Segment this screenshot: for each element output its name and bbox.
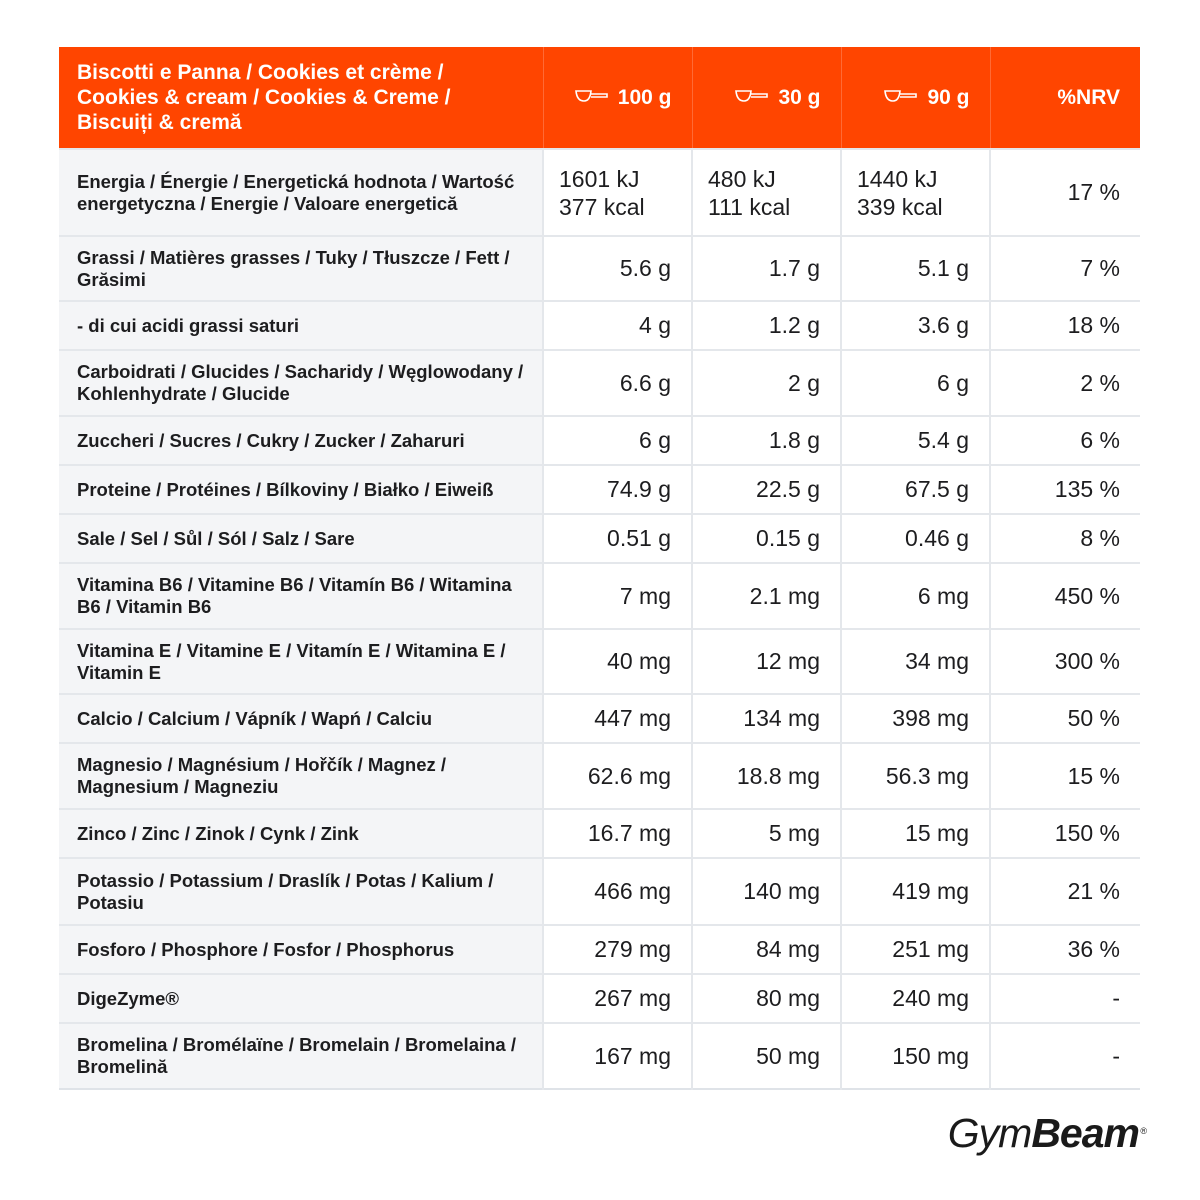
- scoop-icon: [734, 88, 768, 104]
- value-100g: 466 mg: [543, 858, 692, 925]
- value-90g: 5.4 g: [841, 416, 990, 465]
- table-row: [59, 563, 1140, 629]
- value-100g: 4 g: [543, 301, 692, 350]
- value-90g: 15 mg: [841, 809, 990, 858]
- value-nrv: 7 %: [990, 236, 1140, 301]
- value-30g: [692, 149, 841, 236]
- value-90g: 398 mg: [841, 694, 990, 743]
- value-100g: 16.7 mg: [543, 809, 692, 858]
- gymbeam-logo: [947, 1108, 1147, 1158]
- energy-kcal: 377 kcal: [559, 193, 645, 220]
- value-90g: 6 mg: [841, 563, 990, 629]
- value-30g: 1.2 g: [692, 301, 841, 350]
- value-30g: 84 mg: [692, 925, 841, 974]
- nutrient-label: Proteine / Protéines / Bílkoviny / Białko / Eiweiß: [59, 465, 543, 514]
- value-90g: 5.1 g: [841, 236, 990, 301]
- nutrition-table: [59, 47, 1140, 1090]
- table-row: [59, 858, 1140, 925]
- nutrient-label: - di cui acidi grassi saturi: [59, 301, 543, 350]
- column-header-100g: [543, 47, 692, 149]
- table-row: [59, 694, 1140, 743]
- value-90g: 0.46 g: [841, 514, 990, 563]
- table-body: [59, 149, 1140, 1089]
- column-header-30g-label: 30 g: [778, 85, 821, 109]
- value-30g: 50 mg: [692, 1023, 841, 1089]
- value-90g: 240 mg: [841, 974, 990, 1023]
- value-100g: 279 mg: [543, 925, 692, 974]
- value-90g: [841, 149, 990, 236]
- value-nrv: 450 %: [990, 563, 1140, 629]
- value-30g: 140 mg: [692, 858, 841, 925]
- table-row: [59, 809, 1140, 858]
- value-100g: 40 mg: [543, 629, 692, 694]
- value-90g: 150 mg: [841, 1023, 990, 1089]
- nutrient-label: Sale / Sel / Sůl / Sól / Salz / Sare: [59, 514, 543, 563]
- value-30g: 22.5 g: [692, 465, 841, 514]
- value-100g: 7 mg: [543, 563, 692, 629]
- energy-kj: 1440 kJ: [857, 165, 938, 192]
- value-100g: 6 g: [543, 416, 692, 465]
- value-nrv: 150 %: [990, 809, 1140, 858]
- table-row: [59, 629, 1140, 694]
- value-nrv: 6 %: [990, 416, 1140, 465]
- column-header-90g: [841, 47, 990, 149]
- nutrient-label: Magnesio / Magnésium / Hořčík / Magnez / Magnesium / Magneziu: [59, 743, 543, 809]
- value-nrv: 50 %: [990, 694, 1140, 743]
- column-header-nrv: %NRV: [990, 47, 1140, 149]
- column-header-90g-label: 90 g: [927, 85, 970, 109]
- table-row: [59, 301, 1140, 350]
- scoop-icon: [574, 88, 608, 104]
- value-100g: 74.9 g: [543, 465, 692, 514]
- value-90g: 56.3 mg: [841, 743, 990, 809]
- value-30g: 80 mg: [692, 974, 841, 1023]
- energy-kcal: 111 kcal: [708, 193, 791, 220]
- nutrient-label: Vitamina E / Vitamine E / Vitamín E / Witamina E / Vitamin E: [59, 629, 543, 694]
- value-30g: 5 mg: [692, 809, 841, 858]
- logo-text-beam: Beam: [1031, 1110, 1139, 1156]
- table-row: [59, 350, 1140, 416]
- value-100g: 167 mg: [543, 1023, 692, 1089]
- logo-text-gym: Gym: [947, 1110, 1032, 1156]
- value-30g: 2 g: [692, 350, 841, 416]
- value-nrv: 18 %: [990, 301, 1140, 350]
- value-100g: 0.51 g: [543, 514, 692, 563]
- nutrient-label: Potassio / Potassium / Draslík / Potas / Kalium / Potasiu: [59, 858, 543, 925]
- flavor-title: Biscotti e Panna / Cookies et crème / Cookies & cream / Cookies & Creme / Biscuiți & cremă: [59, 47, 543, 149]
- value-100g: 6.6 g: [543, 350, 692, 416]
- value-100g: 267 mg: [543, 974, 692, 1023]
- value-100g: 447 mg: [543, 694, 692, 743]
- nutrient-label: DigeZyme®: [59, 974, 543, 1023]
- nutrient-label: Vitamina B6 / Vitamine B6 / Vitamín B6 / Witamina B6 / Vitamin B6: [59, 563, 543, 629]
- energy-kj: 1601 kJ: [559, 165, 640, 192]
- energy-kj: 480 kJ: [708, 165, 776, 192]
- table-row: [59, 149, 1140, 236]
- value-nrv: -: [990, 974, 1140, 1023]
- value-100g: [543, 149, 692, 236]
- nutrient-label: Fosforo / Phosphore / Fosfor / Phosphorus: [59, 925, 543, 974]
- value-30g: 2.1 mg: [692, 563, 841, 629]
- value-90g: 6 g: [841, 350, 990, 416]
- nutrient-label: Zinco / Zinc / Zinok / Cynk / Zink: [59, 809, 543, 858]
- value-nrv: 135 %: [990, 465, 1140, 514]
- value-30g: 12 mg: [692, 629, 841, 694]
- nutrient-label: Energia / Énergie / Energetická hodnota / Wartość energetyczna / Energie / Valoare energetică: [59, 149, 543, 236]
- table-row: [59, 1023, 1140, 1089]
- value-nrv: 8 %: [990, 514, 1140, 563]
- value-30g: 134 mg: [692, 694, 841, 743]
- value-90g: 34 mg: [841, 629, 990, 694]
- table-row: [59, 236, 1140, 301]
- scoop-icon: [883, 88, 917, 104]
- value-nrv: -: [990, 1023, 1140, 1089]
- table-row: [59, 925, 1140, 974]
- registered-mark: ®: [1140, 1126, 1147, 1136]
- value-nrv: 36 %: [990, 925, 1140, 974]
- nutrient-label: Carboidrati / Glucides / Sacharidy / Węglowodany / Kohlenhydrate / Glucide: [59, 350, 543, 416]
- table-header: [59, 47, 1140, 149]
- table-row: [59, 974, 1140, 1023]
- nutrient-label: Calcio / Calcium / Vápník / Wapń / Calciu: [59, 694, 543, 743]
- table-row: [59, 416, 1140, 465]
- table-row: [59, 465, 1140, 514]
- value-90g: 419 mg: [841, 858, 990, 925]
- value-nrv: 17 %: [990, 149, 1140, 236]
- value-90g: 67.5 g: [841, 465, 990, 514]
- nutrient-label: Grassi / Matières grasses / Tuky / Tłuszcze / Fett / Grăsimi: [59, 236, 543, 301]
- value-nrv: 15 %: [990, 743, 1140, 809]
- value-nrv: 2 %: [990, 350, 1140, 416]
- value-90g: 251 mg: [841, 925, 990, 974]
- nutrient-label: Bromelina / Bromélaïne / Bromelain / Bromelaina / Bromelină: [59, 1023, 543, 1089]
- value-nrv: 21 %: [990, 858, 1140, 925]
- value-30g: 18.8 mg: [692, 743, 841, 809]
- value-30g: 0.15 g: [692, 514, 841, 563]
- value-90g: 3.6 g: [841, 301, 990, 350]
- value-100g: 5.6 g: [543, 236, 692, 301]
- value-nrv: 300 %: [990, 629, 1140, 694]
- column-header-30g: [692, 47, 841, 149]
- column-header-100g-label: 100 g: [617, 85, 672, 109]
- value-100g: 62.6 mg: [543, 743, 692, 809]
- nutrient-label: Zuccheri / Sucres / Cukry / Zucker / Zaharuri: [59, 416, 543, 465]
- value-30g: 1.8 g: [692, 416, 841, 465]
- table-row: [59, 743, 1140, 809]
- table-row: [59, 514, 1140, 563]
- energy-kcal: 339 kcal: [857, 193, 943, 220]
- value-30g: 1.7 g: [692, 236, 841, 301]
